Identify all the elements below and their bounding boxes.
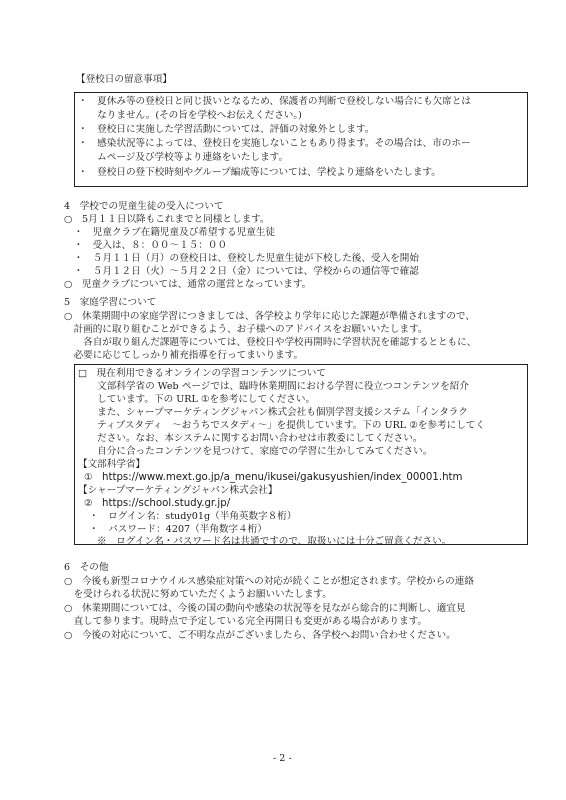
login-note-line: ※ ログイン名・パスワード名は共通ですので、取扱いには十分ご留意ください。 xyxy=(97,536,452,547)
notice-line: ・ 感染状況等によっては、登校日を実施しないこともあり得ます。その場合は、市のホー xyxy=(78,138,471,149)
study-url-link[interactable]: https://school.study.gr.jp/ xyxy=(102,498,231,509)
notice-line: ムページ及び学校等より連絡をいたします。 xyxy=(78,152,289,163)
section-5-line: 計画的に取り組むことができるよう、お子様へのアドバイスをお願いいたします。 xyxy=(64,324,428,335)
notice-line: ・ 登校日に実施した学習活動については、評価の対象外とします。 xyxy=(78,124,375,135)
online-box-line: □ 現在利用できるオンラインの学習コンテンツについて xyxy=(78,368,326,379)
online-box-line: しています。下の URL ①を参考にしてください。 xyxy=(78,394,316,405)
section-5-line: 各自が取り組んだ課題等については、登校日や学校再開時に学習状況を確認するとともに、 xyxy=(64,337,477,348)
notice-line: ・ 夏休み等の登校日と同じ扱いとなるため、保護者の判断で登校しない場合にも欠席とは xyxy=(78,96,471,107)
section-4-heading: 4 学校での児童生徒の受入について xyxy=(64,201,224,212)
notice-line: ・ 登校日の登下校時刻やグループ編成等については、学校より連絡をいたします。 xyxy=(78,167,441,178)
mext-label: 【文部科学省】 xyxy=(78,459,146,470)
section-4-line: ・ ５月１１日（月）の登校日は、登校した児童生徒が下校した後、受入を開始 xyxy=(64,253,419,264)
notice-heading: 【登校日の留意事項】 xyxy=(76,74,172,85)
section-4-line: ・ 児童クラブ在籍児童及び希望する児童生徒 xyxy=(64,227,276,238)
section-6-line: ○ 休業期間については、今後の国の動向や感染の状況等を見ながら総合的に判断し、適宜見 xyxy=(64,603,466,614)
sharp-label: 【シャープマーケティングジャパン株式会社】 xyxy=(78,485,278,496)
online-content-box xyxy=(74,364,528,545)
section-5-line: ○ 休業期間中の家庭学習につきましては、各学校より学年に応じた課題が準備されますので、 xyxy=(64,311,475,322)
section-6-heading: 6 その他 xyxy=(64,562,109,573)
online-box-line: ださい。なお、本システムに関するお問い合わせは市教委にしてください。 xyxy=(78,433,423,444)
section-6-line: ○ 今後も新型コロナウイルス感染症対策への対応が続くことが想定されます。学校からの連絡 xyxy=(64,576,474,587)
mext-url-link[interactable]: https://www.mext.go.jp/a_menu/ikusei/gakusyushien/index_00001.htm xyxy=(102,472,463,483)
notice-line: なりません。(その旨を学校へお伝えください。) xyxy=(78,110,302,121)
section-4-line: ○ 5月１１日以降もこれまでと同様とします。 xyxy=(64,214,270,225)
section-6-line: ○ 今後の対応について、ご不明な点がございましたら、各学校へお問い合わせください。 xyxy=(64,630,456,641)
url-1-number: ① xyxy=(84,472,93,483)
section-6-line: 直して参ります。現時点で予定している完全再開日も変更がある場合があります。 xyxy=(64,616,428,627)
url-2-number: ② xyxy=(84,498,93,509)
online-box-line: ティブスタディ ～おうちでスタディ～」を提供しています。下の URL ②を参考にしてく xyxy=(78,420,485,431)
section-4-line: ・ 受入は、８：００～１５：００ xyxy=(64,240,228,251)
online-box-line: また、シャープマーケティングジャパン株式会社も個別学習支援システム「インタラク xyxy=(78,407,468,418)
page-number: - 2 - xyxy=(273,753,292,764)
section-6-line: を受けられる状況に努めていただくようお願いいたします。 xyxy=(64,589,332,600)
password-line: ・ パスワード：4207（半角数字４桁） xyxy=(89,524,267,535)
notice-box xyxy=(74,92,528,187)
login-name-line: ・ ログイン名：study01g（半角英数字８桁） xyxy=(89,511,297,522)
online-box-line: 自分に合ったコンテンツを見つけて、家庭での学習に生かしてみてください。 xyxy=(78,446,433,457)
section-4-line: ・ ５月１２日（火）～５月２２日（金）については、学校からの通信等で確認 xyxy=(64,266,419,277)
section-5-heading: 5 家庭学習について xyxy=(64,297,157,308)
section-5-line: 必要に応じてしっかり補充指導を行ってまいります。 xyxy=(64,350,304,361)
section-4-line: ○ 児童クラブについては、通常の運営となっています。 xyxy=(64,279,312,290)
online-box-line: 文部科学省の Web ページでは、臨時休業期間における学習に役立つコンテンツを紹介 xyxy=(78,381,469,392)
